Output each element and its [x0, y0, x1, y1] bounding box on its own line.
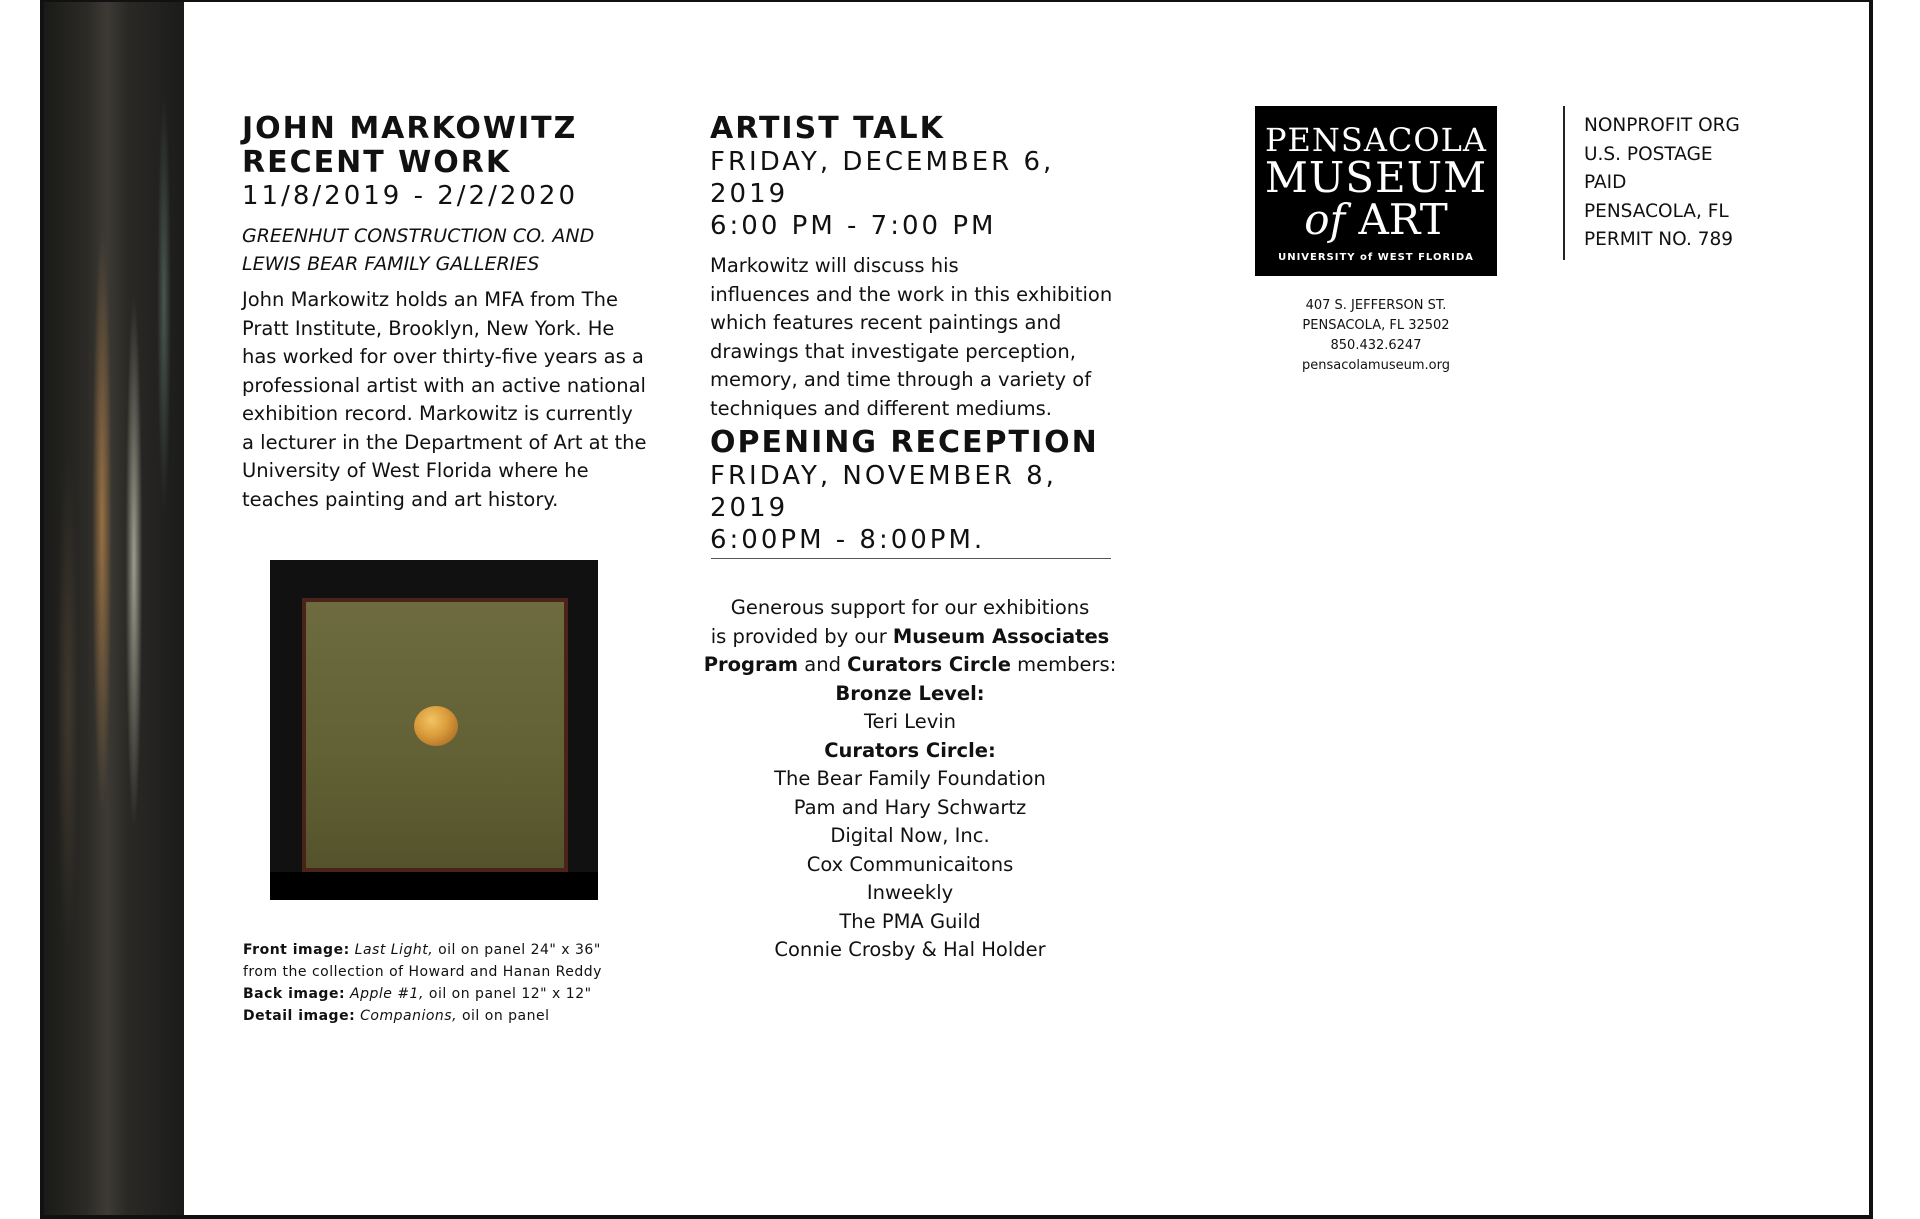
apple-shape — [414, 706, 458, 746]
front-image-credit: Front image: Last Light, oil on panel 24" x 36" — [243, 942, 601, 958]
address-street: 407 S. JEFFERSON ST. — [1305, 298, 1447, 313]
bio-line: Pratt Institute, Brooklyn, New York. He — [242, 316, 615, 340]
support-acknowledgement — [680, 594, 1140, 965]
logo-museum: MUSEUM — [1264, 153, 1488, 202]
artist-talk-section — [710, 112, 1130, 423]
apple-painting-image — [270, 560, 598, 900]
reception-date: FRIDAY, NOVEMBER 8, 2019 — [710, 461, 1057, 523]
bio-line: has worked for over thirty-five years as a — [242, 345, 644, 368]
address-website: pensacolamuseum.org — [1302, 358, 1450, 373]
opening-reception-section — [710, 426, 1130, 556]
painting-canvas — [302, 598, 568, 872]
section-divider — [711, 558, 1111, 559]
sponsor-name: The Bear Family Foundation — [774, 767, 1046, 790]
museum-address — [1255, 296, 1497, 376]
detail-image-credit: Detail image: Companions, oil on panel — [243, 1008, 550, 1024]
postage-line: U.S. POSTAGE — [1584, 143, 1713, 165]
sponsor-name: Teri Levin — [863, 710, 957, 733]
sponsor-name: Inweekly — [866, 881, 954, 904]
back-image-credit: Back image: Apple #1, oil on panel 12" x 12" — [243, 986, 592, 1002]
logo-university: UNIVERSITY of WEST FLORIDA — [1278, 252, 1474, 263]
postage-line: PERMIT NO. 789 — [1584, 229, 1734, 250]
logo-of-art: of ART — [1304, 195, 1448, 244]
bio-line: teaches painting and art history. — [242, 487, 559, 511]
logo-pensacola: PENSACOLA — [1265, 121, 1487, 159]
exhibition-header — [242, 112, 672, 514]
postage-line: NONPROFIT ORG — [1584, 115, 1740, 136]
talk-desc-line: techniques and different mediums. — [710, 396, 1052, 420]
artist-talk-heading: ARTIST TALK — [710, 111, 945, 146]
address-phone: 850.432.6247 — [1330, 338, 1422, 353]
postage-divider — [1563, 106, 1565, 260]
postage-line: PENSACOLA, FL — [1584, 200, 1729, 222]
reception-time: 6:00PM - 8:00PM. — [710, 525, 986, 555]
exhibition-title-line2: RECENT WORK — [242, 145, 512, 180]
bio-line: a lecturer in the Department of Art at the — [242, 430, 647, 454]
bio-line: exhibition record. Markowitz is currently — [242, 402, 633, 425]
gallery-name-line2: LEWIS BEAR FAMILY GALLERIES — [242, 253, 540, 275]
postage-line: PAID — [1584, 172, 1627, 193]
sponsor-name: Connie Crosby & Hal Holder — [774, 938, 1046, 961]
mailer-card — [40, 0, 1873, 1219]
bronze-level-heading: Bronze Level: — [835, 681, 985, 705]
exhibition-dates: 11/8/2019 - 2/2/2020 — [242, 181, 578, 211]
curators-circle-heading: Curators Circle: — [824, 738, 996, 762]
bio-line: professional artist with an active national — [242, 373, 646, 397]
support-intro-line2: is provided by our Museum Associates — [710, 624, 1110, 648]
sponsor-name: Digital Now, Inc. — [830, 824, 990, 847]
artist-talk-date: FRIDAY, DECEMBER 6, 2019 — [710, 147, 1055, 209]
talk-desc-line: influences and the work in this exhibition — [710, 282, 1113, 306]
exhibition-title-line1: JOHN MARKOWITZ — [242, 111, 578, 146]
address-city: PENSACOLA, FL 32502 — [1302, 318, 1450, 333]
postage-indicia — [1584, 112, 1784, 255]
artist-bio — [242, 286, 672, 514]
sponsor-name: The PMA Guild — [839, 909, 981, 933]
front-image-detail-strip — [44, 2, 184, 1215]
bio-line: University of West Florida where he — [242, 459, 589, 482]
sponsor-name: Pam and Hary Schwartz — [793, 795, 1027, 819]
talk-desc-line: which features recent paintings and — [710, 311, 1062, 334]
sponsor-name: Cox Communicaitons — [806, 852, 1014, 876]
front-image-credit-line2: from the collection of Howard and Hanan Reddy — [243, 964, 602, 980]
reception-heading: OPENING RECEPTION — [710, 425, 1099, 460]
image-credits — [243, 939, 663, 1027]
talk-desc-line: Markowitz will discuss his — [710, 254, 959, 277]
support-intro-line3: Program and Curators Circle members: — [703, 653, 1117, 676]
support-intro-line1: Generous support for our exhibitions — [730, 596, 1090, 619]
gallery-name-line1: GREENHUT CONSTRUCTION CO. AND — [242, 225, 595, 247]
bio-line: John Markowitz holds an MFA from The — [242, 288, 618, 311]
museum-logo — [1255, 106, 1497, 276]
talk-desc-line: drawings that investigate perception, — [710, 339, 1076, 363]
artist-talk-time: 6:00 PM - 7:00 PM — [710, 211, 997, 241]
talk-desc-line: memory, and time through a variety of — [710, 368, 1092, 391]
